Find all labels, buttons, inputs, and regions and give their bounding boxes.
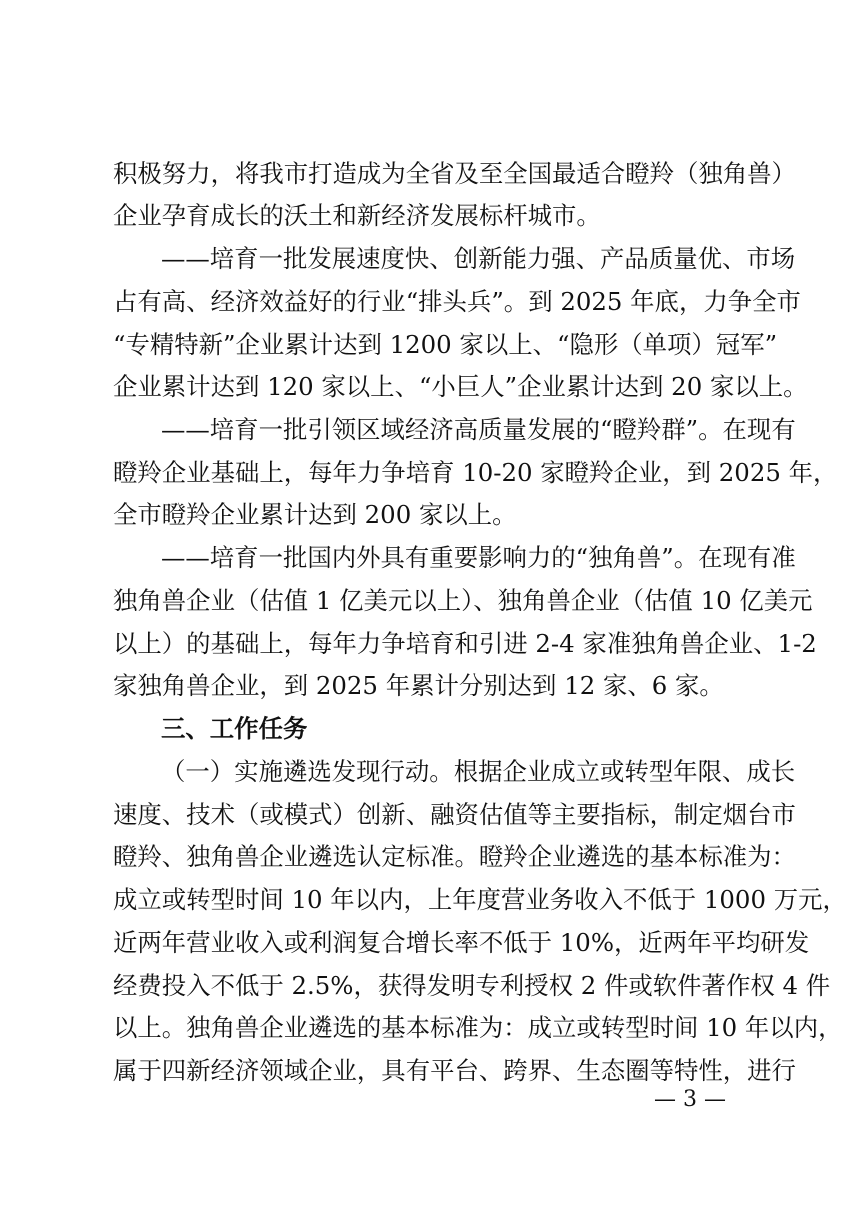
body-text-line: 独角兽企业（估值 1 亿美元以上）、独角兽企业（估值 10 亿美元 [113,586,813,615]
task-paragraph-line: （一）实施遴选发现行动。根据企业成立或转型年限、成长 [161,757,796,786]
body-text-line: 成立或转型时间 10 年以内，上年度营业务收入不低于 1000 万元， [113,885,847,914]
body-text-line: 企业孕育成长的沃土和新经济发展标杆城市。 [113,201,601,230]
body-text-line: 以上）的基础上，每年力争培育和引进 2-4 家准独角兽企业、1-2 [113,629,817,658]
body-text-line: 瞪羚、独角兽企业遴选认定标准。瞪羚企业遴选的基本标准为： [113,842,796,871]
section-heading: 三、工作任务 [161,714,308,743]
body-text-line: 近两年营业收入或利润复合增长率不低于 10%，近两年平均研发 [113,928,810,957]
body-text-line: 属于四新经济领域企业，具有平台、跨界、生态圈等特性，进行 [113,1056,796,1085]
body-text-line: “专精特新”企业累计达到 1200 家以上、“隐形（单项）冠军” [113,330,778,359]
goal-paragraph-line: ——培育一批发展速度快、创新能力强、产品质量优、市场 [161,244,796,273]
body-text-line: 家独角兽企业，到 2025 年累计分别达到 12 家、6 家。 [113,671,724,700]
body-text-line: 积极努力，将我市打造成为全省及至全国最适合瞪羚（独角兽） [113,159,796,188]
goal-paragraph-line: ——培育一批国内外具有重要影响力的“独角兽”。在现有准 [161,543,796,572]
body-text-line: 占有高、经济效益好的行业“排头兵”。到 2025 年底，力争全市 [113,287,801,316]
body-text-line: 企业累计达到 120 家以上、“小巨人”企业累计达到 20 家以上。 [113,372,808,401]
body-text-line: 以上。独角兽企业遴选的基本标准为：成立或转型时间 10 年以内， [113,1013,843,1042]
body-text-line: 瞪羚企业基础上，每年力争培育 10-20 家瞪羚企业，到 2025 年， [113,458,838,487]
body-text-line: 经费投入不低于 2.5%，获得发明专利授权 2 件或软件著作权 4 件 [113,971,831,1000]
page-number: — 3 — [654,1087,726,1112]
body-text-line: 全市瞪羚企业累计达到 200 家以上。 [113,500,517,529]
body-text-line: 速度、技术（或模式）创新、融资估值等主要指标，制定烟台市 [113,800,796,829]
goal-paragraph-line: ——培育一批引领区域经济高质量发展的“瞪羚群”。在现有 [161,415,796,444]
